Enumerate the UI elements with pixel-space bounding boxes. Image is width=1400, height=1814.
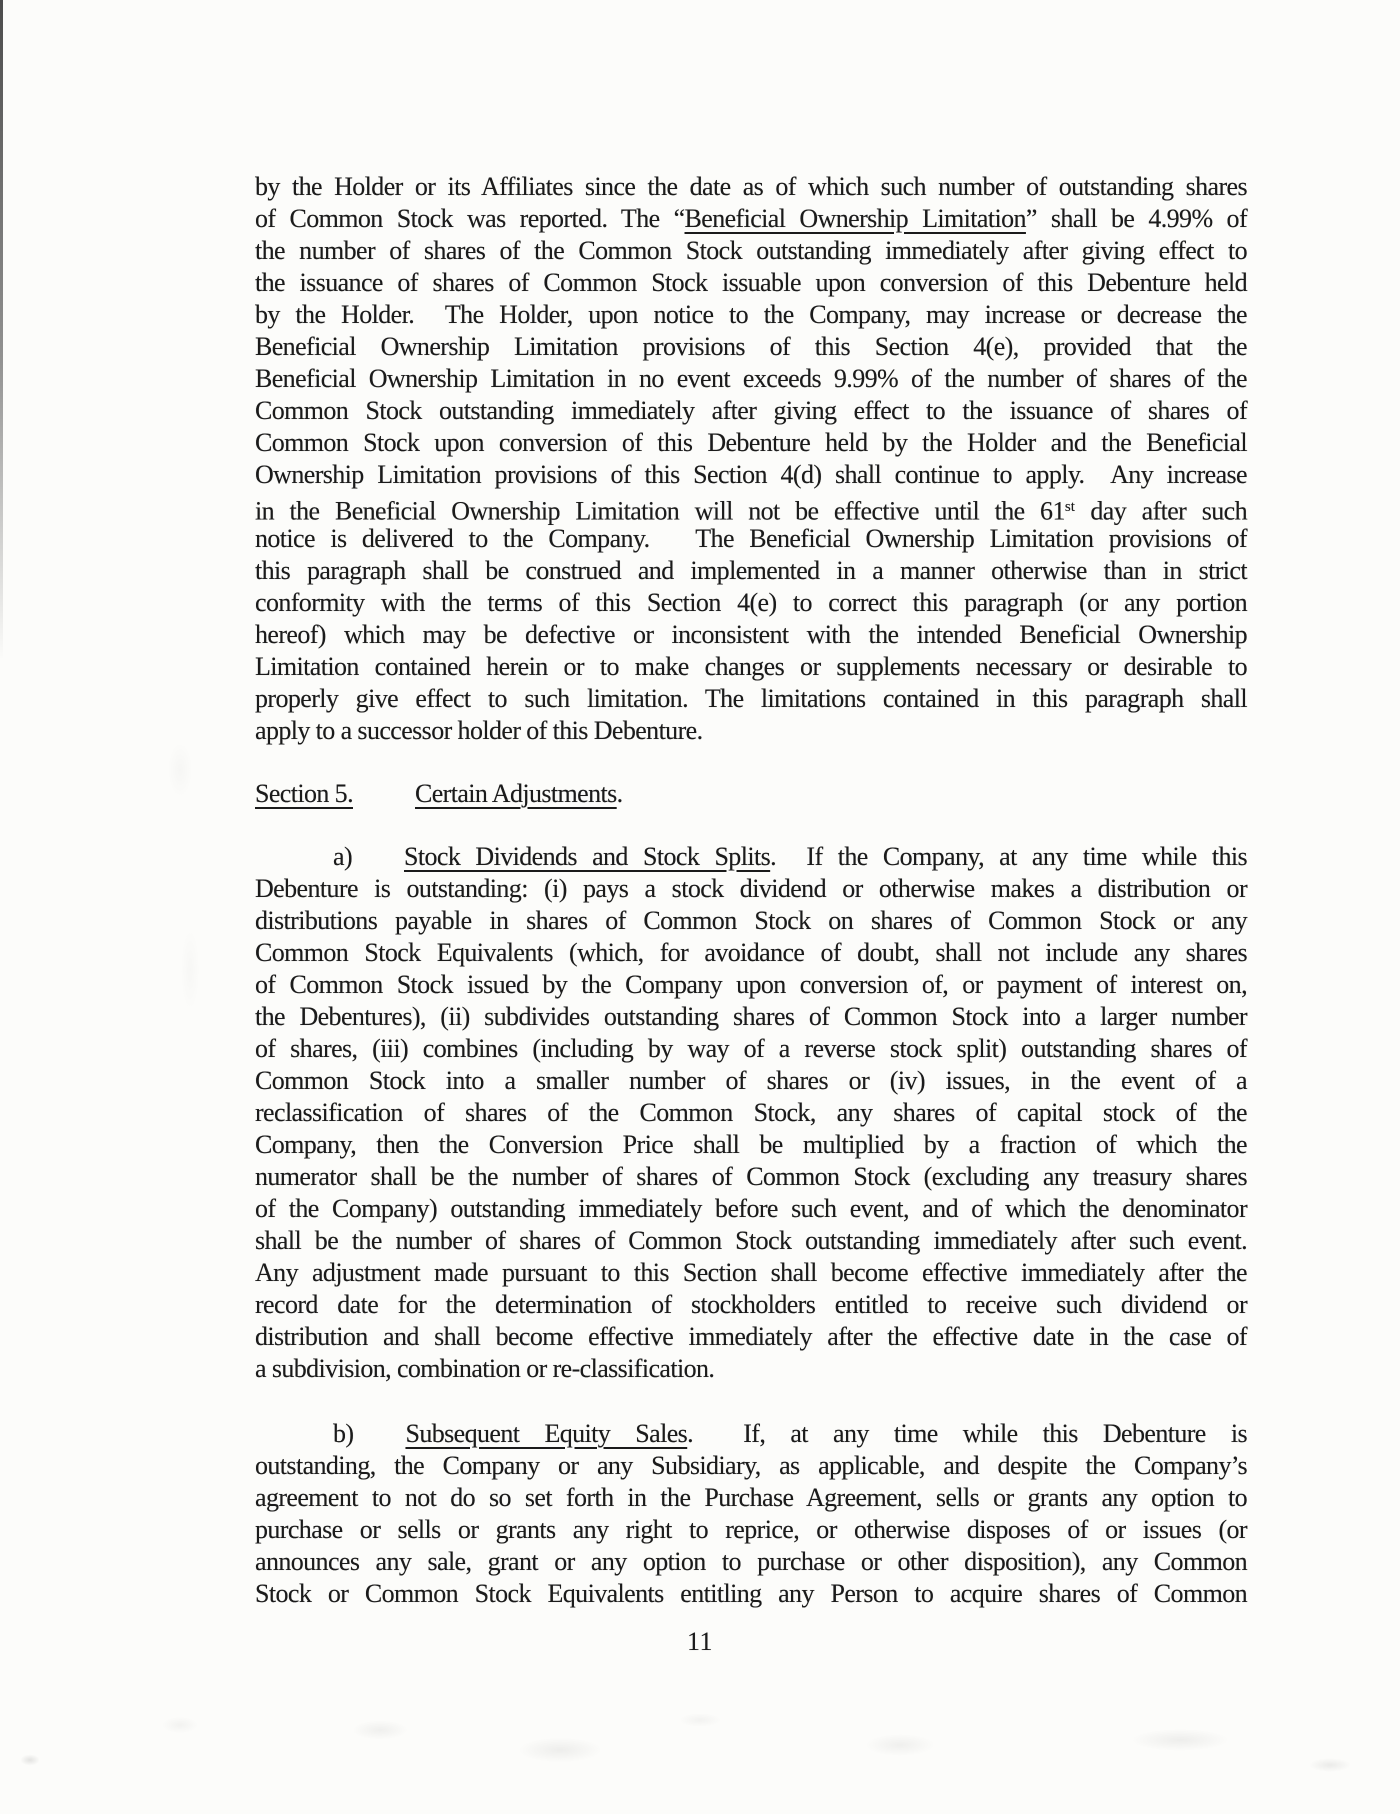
text-line <box>255 1161 1247 1193</box>
scan-artifact-left-edge <box>0 0 3 660</box>
text-line <box>255 395 1247 427</box>
text-line <box>255 363 1247 395</box>
text-line <box>255 459 1247 491</box>
text-segment: purchase or sells or grants any right to reprice, or otherwise disposes of or issues (or <box>255 1515 1247 1544</box>
page-number: 11 <box>686 1627 714 1656</box>
text-segment: distributions payable in shares of Common Stock on shares of Common Stock or any <box>255 906 1247 935</box>
text-segment: by the Holder or its Affiliates since the date as of which such number of outstanding shares <box>255 172 1247 201</box>
text-segment: . If, at any time while this Debenture is <box>687 1419 1247 1448</box>
text-line <box>255 683 1247 715</box>
text-segment: notice is delivered to the Company. The Beneficial Ownership Limitation provisions of <box>255 524 1247 553</box>
text-segment: by the Holder. The Holder, upon notice to the Company, may increase or decrease the <box>255 300 1247 329</box>
text-line <box>255 555 1247 587</box>
text-line <box>255 1321 1247 1353</box>
text-segment: Company, then the Conversion Price shall be multiplied by a fraction of which the <box>255 1130 1247 1159</box>
paragraph-beneficial-ownership-limitation <box>255 171 1247 747</box>
underlined-text: Subsequent Equity Sales <box>405 1419 688 1448</box>
text-line <box>255 267 1247 299</box>
text-line <box>255 841 1247 873</box>
text-line <box>255 1001 1247 1033</box>
heading-section-5-certain-adjustments <box>255 778 1247 810</box>
text-segment: hereof) which may be defective or inconsistent with the intended Beneficial Ownership <box>255 620 1247 649</box>
text-segment: apply to a successor holder of this Debenture. <box>255 716 703 745</box>
text-line <box>255 1514 1247 1546</box>
text-line <box>255 491 1247 526</box>
text-line <box>255 873 1247 905</box>
text-line <box>255 969 1247 1001</box>
text-segment: Common Stock into a smaller number of shares or (iv) issues, in the event of a <box>255 1066 1247 1095</box>
text-segment: the Debentures), (ii) subdivides outstanding shares of Common Stock into a larger number <box>255 1002 1247 1031</box>
tab-spacer <box>353 1441 405 1442</box>
text-line <box>255 1225 1247 1257</box>
text-line <box>255 1418 1247 1450</box>
text-segment: Beneficial Ownership Limitation provisions of this Section 4(e), provided that the <box>255 332 1247 361</box>
text-line <box>255 1129 1247 1161</box>
tab-spacer <box>353 801 415 802</box>
text-line <box>255 1578 1247 1610</box>
text-line <box>255 235 1247 267</box>
text-line <box>255 203 1247 235</box>
text-segment: the issuance of shares of Common Stock issuable upon conversion of this Debenture held <box>255 268 1247 297</box>
text-segment: a subdivision, combination or re-classification. <box>255 1354 715 1383</box>
text-line <box>255 1257 1247 1289</box>
text-segment: b) <box>333 1419 354 1448</box>
text-segment: of Common Stock was reported. The “ <box>255 204 685 233</box>
underlined-text: Section 5. <box>255 779 353 808</box>
text-line <box>255 651 1247 683</box>
underlined-text: Stock Dividends and Stock Splits <box>404 842 771 871</box>
text-segment: . If the Company, at any time while this <box>770 842 1248 871</box>
paragraph-b-subsequent-equity-sales <box>255 1418 1247 1610</box>
text-segment: of the Company) outstanding immediately before such event, and of which the denominator <box>255 1194 1247 1223</box>
text-line <box>255 331 1247 363</box>
underlined-text: Certain Adjustments <box>415 779 617 808</box>
text-segment: Stock or Common Stock Equivalents entitling any Person to acquire shares of Common <box>255 1579 1247 1608</box>
text-segment: ” shall be 4.99% of <box>1025 204 1248 233</box>
text-line <box>255 778 1247 810</box>
text-segment: numerator shall be the number of shares of Common Stock (excluding any treasury shares <box>255 1162 1247 1191</box>
document-text <box>255 0 1247 1814</box>
text-segment: Limitation contained herein or to make changes or supplements necessary or desirable to <box>255 652 1247 681</box>
text-line <box>255 619 1247 651</box>
text-line <box>255 715 1247 747</box>
text-line <box>255 427 1247 459</box>
text-line <box>255 1546 1247 1578</box>
text-line <box>255 1193 1247 1225</box>
tab-spacer <box>352 864 404 865</box>
text-line <box>255 587 1247 619</box>
superscript-text: st <box>1064 499 1075 515</box>
tab-spacer <box>255 1441 333 1442</box>
underlined-text: Beneficial Ownership Limitation <box>684 204 1026 233</box>
text-line <box>255 1353 1247 1385</box>
text-line <box>255 1482 1247 1514</box>
text-segment: distribution and shall become effective immediately after the effective date in the case of <box>255 1322 1247 1351</box>
text-segment: Debenture is outstanding: (i) pays a stock dividend or otherwise makes a distribution or <box>255 874 1247 903</box>
text-line <box>255 299 1247 331</box>
text-line <box>255 1289 1247 1321</box>
text-segment: reclassification of shares of the Common Stock, any shares of capital stock of the <box>255 1098 1247 1127</box>
text-line <box>255 1097 1247 1129</box>
scan-artifact-mid-noise <box>120 650 240 1150</box>
text-segment: record date for the determination of stockholders entitled to receive such dividend or <box>255 1290 1247 1319</box>
text-segment: Any adjustment made pursuant to this Section shall become effective immediately after the <box>255 1258 1247 1287</box>
text-segment: Common Stock Equivalents (which, for avoidance of doubt, shall not include any shares <box>255 938 1247 967</box>
text-segment: a) <box>333 842 352 871</box>
text-segment: properly give effect to such limitation. The limitations contained in this paragraph shall <box>255 684 1247 713</box>
paragraph-a-stock-dividends-and-stock-splits <box>255 841 1247 1385</box>
text-segment: . <box>616 779 623 808</box>
text-segment: the number of shares of the Common Stock outstanding immediately after giving effect to <box>255 236 1247 265</box>
text-segment: conformity with the terms of this Section 4(e) to correct this paragraph (or any portion <box>255 588 1247 617</box>
text-segment: shall be the number of shares of Common Stock outstanding immediately after such event. <box>255 1226 1247 1255</box>
text-segment: Ownership Limitation provisions of this Section 4(d) shall continue to apply. Any increase <box>255 460 1247 489</box>
text-line <box>255 937 1247 969</box>
text-segment: Beneficial Ownership Limitation in no event exceeds 9.99% of the number of shares of the <box>255 364 1247 393</box>
text-line <box>255 171 1247 203</box>
text-segment: of Common Stock issued by the Company upon conversion of, or payment of interest on, <box>255 970 1247 999</box>
text-segment: Common Stock upon conversion of this Debenture held by the Holder and the Beneficial <box>255 428 1247 457</box>
tab-spacer <box>255 864 333 865</box>
text-line <box>255 1450 1247 1482</box>
text-line <box>255 1033 1247 1065</box>
text-line <box>255 523 1247 555</box>
text-segment: this paragraph shall be construed and implemented in a manner otherwise than in strict <box>255 556 1247 585</box>
text-line <box>255 1065 1247 1097</box>
text-segment: of shares, (iii) combines (including by way of a reverse stock split) outstanding shares of <box>255 1034 1247 1063</box>
text-segment: Common Stock outstanding immediately after giving effect to the issuance of shares of <box>255 396 1247 425</box>
text-line <box>255 905 1247 937</box>
text-segment: agreement to not do so set forth in the Purchase Agreement, sells or grants any option to <box>255 1483 1247 1512</box>
text-segment: in the Beneficial Ownership Limitation will not be effective until the 61 <box>255 496 1065 526</box>
text-segment: day after such <box>1074 496 1247 526</box>
text-segment: announces any sale, grant or any option to purchase or other disposition), any Common <box>255 1547 1247 1576</box>
text-segment: outstanding, the Company or any Subsidiary, as applicable, and despite the Company’s <box>255 1451 1247 1480</box>
